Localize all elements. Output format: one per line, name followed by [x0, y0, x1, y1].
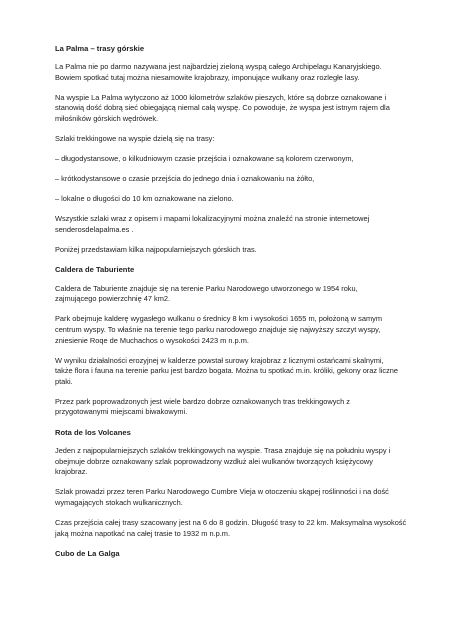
section-paragraph: Caldera de Taburiente znajduje się na terenie Parku Narodowego utworzonego w 1954 roku, zajmującego powierzchnię 47 km2. [55, 283, 358, 304]
trail-type-item: – lokalne o długości do 10 km oznakowane na zielono. [55, 194, 234, 204]
outro-paragraph: Poniżej przedstawiam kilka najpopularniejszych górskich tras. [55, 245, 257, 255]
trail-type-item: – długodystansowe, o kilkudniowym czasie przejścia i oznakowane są kolorem czerwonym, [55, 154, 354, 164]
section-paragraph: Jeden z najpopularniejszych szlaków trekkingowych na wyspie. Trasa znajduje się na południu wyspy i obejmuje dobrze oznakowany szlak poprowadzony wzdłuż alei wulkanów tworzących księżycowy krajobraz. [55, 446, 391, 477]
section-paragraph: Przez park poprowadzonych jest wiele bardzo dobrze oznakowanych tras trekkingowych z przygotowanymi miejscami biwakowymi. [55, 396, 350, 417]
section-paragraph: W wyniku działalności erozyjnej w kalderze powstał surowy krajobraz z licznymi ostańcami skalnymi, także flora i fauna na terenie parku jest bardzo bogata. Można tu spotkać m.in. króliki, gekony oraz liczne ptaki. [55, 355, 399, 386]
section-heading: Cubo de La Galga [55, 548, 120, 558]
section-heading: Rota de los Volcanes [55, 427, 131, 437]
intro-paragraph: La Palma nie po darmo nazywana jest najbardziej zieloną wyspą całego Archipelagu Kanaryjskiego. Bowiem spotkać tutaj można niesamowite krajobrazy, imponujące wulkany oraz rozległe lasy. [55, 62, 382, 82]
intro-paragraph: Szlaki trekkingowe na wyspie dzielą się na trasy: [55, 133, 215, 143]
intro-paragraph: Na wyspie La Palma wytyczono aż 1000 kilometrów szlaków pieszych, które są dobrze oznakowane i stanowią dość dobrą sieć obiegającą niemal całą wyspę. Co powoduje, że wyspa jest istnym rajem dla miłośników górskich wędrówek. [55, 92, 390, 123]
section-heading: Caldera de Taburiente [55, 265, 135, 275]
section-paragraph: Szlak prowadzi przez teren Parku Narodowego Cumbre Vieja w otoczeniu skąpej roślinności i na dość wymagających stokach wulkanicznych. [55, 487, 389, 507]
section-paragraph: Czas przejścia całej trasy szacowany jest na 6 do 8 godzin. Długość trasy to 22 km. Maksymalna wysokość jaką można napotkać na całej trasie to 1932 m n.p.m. [55, 518, 407, 538]
trail-type-item: – krótkodystansowe o czasie przejścia do jednego dnia i oznakowaniu na żółto, [55, 174, 315, 184]
section-paragraph: Park obejmuje kalderę wygasłego wulkanu o średnicy 8 km i wysokości 1655 m, położoną w samym centrum wyspy. To właśnie na terenie tego parku narodowego znajduje się najwyższy szczyt wyspy, zniesienie Roqe de Muchachos o wysokości 2423 m n.p.m. [55, 314, 382, 345]
document-title: La Palma – trasy górskie [55, 44, 145, 53]
outro-paragraph: Wszystkie szlaki wraz z opisem i mapami lokalizacyjnymi można znaleźć na stronie internetowej senderosdelapalma.es . [55, 214, 370, 234]
